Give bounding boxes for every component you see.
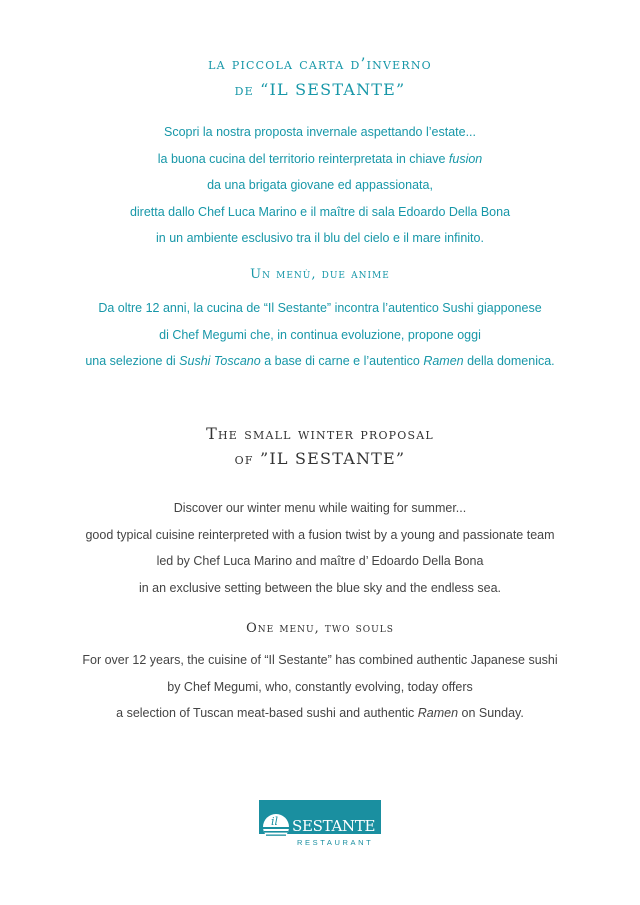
logo-wave-2 [264,831,288,833]
italian-menu-sushi-toscano: Sushi Toscano [179,354,261,368]
italian-intro-line2-text: la buona cucina del territorio reinterpretata in chiave [157,151,449,166]
english-intro-line1: Discover our winter menu while waiting for summer... [173,501,467,515]
italian-title [0,52,640,102]
english-menu-line3-post: on Sunday. [458,706,524,720]
english-title [0,421,640,471]
italian-intro-line1: Scopri la nostra proposta invernale aspettando l’estate... [164,125,476,139]
logo-wave-3 [266,835,286,836]
english-subtitle: One menu, two souls [246,621,394,636]
logo-tagline: RESTAURANT [297,838,374,847]
il-sestante-logo [259,800,381,850]
english-menu-line2: by Chef Megumi, who, constantly evolving, today offers [167,679,473,694]
english-intro [0,495,640,601]
italian-menu-line3-post: della domenica. [463,354,555,368]
english-intro-line4: in an exclusive setting between the blue sky and the endless sea. [138,580,502,595]
italian-title-line1: la piccola carta d’inverno [208,55,432,73]
italian-menu-text [0,295,640,375]
italian-intro [0,119,640,252]
english-menu-text [0,647,640,727]
english-menu-line3 [0,700,640,727]
english-menu-line3-pre: a selection of Tuscan meat-based sushi and authentic [116,706,418,720]
english-menu-line1: For over 12 years, the cuisine of “Il Sestante” has combined authentic Japanese sushi [82,653,558,667]
english-menu-ramen: Ramen [417,706,459,720]
italian-menu-line3 [0,348,640,375]
italian-intro-line2 [0,146,640,173]
italian-menu-ramen: Ramen [423,354,464,368]
italian-intro-line3: da una brigata giovane ed appassionata, [207,178,433,192]
italian-menu-line3-pre: una selezione di [85,354,180,368]
english-intro-line2: good typical cuisine reinterpreted with a fusion twist by a young and passionate team [85,527,555,542]
english-title-line2: of ”IL SESTANTE” [234,449,406,468]
italian-menu-line2: di Chef Megumi che, in continua evoluzione, propone oggi [159,327,481,342]
english-intro-line3: led by Chef Luca Marino and maître d’ Edoardo Della Bona [156,554,484,568]
logo-script-il: il [271,815,279,828]
italian-intro-fusion-word: fusion [448,151,483,166]
english-title-line1: The small winter proposal [206,424,434,443]
italian-intro-line5: in un ambiente esclusivo tra il blu del cielo e il mare infinito. [156,231,484,245]
italian-menu-line1: Da oltre 12 anni, la cucina de “Il Sestante” incontra l’autentico Sushi giapponese [98,301,542,315]
italian-intro-line4: diretta dallo Chef Luca Marino e il maître di sala Edoardo Della Bona [129,204,511,219]
italian-menu-line3-mid: a base di carne e l’autentico [260,354,424,368]
logo-name: SESTANTE [292,817,376,835]
italian-title-line2: de “IL SESTANTE” [234,80,406,99]
italian-subtitle: Un menù, due anime [250,267,390,282]
